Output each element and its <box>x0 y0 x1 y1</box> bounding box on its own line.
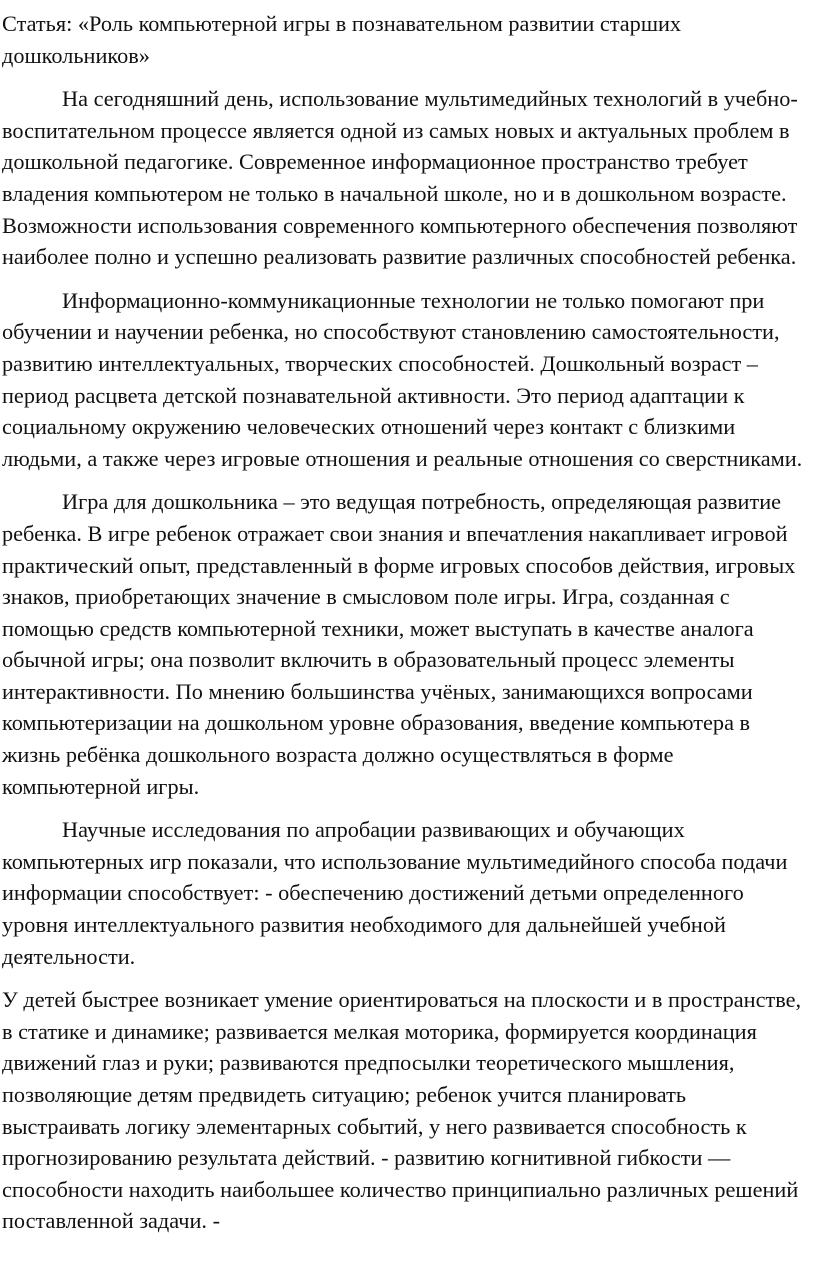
article-title: Статья: «Роль компьютерной игры в познавательном развитии старших дошкольников» <box>2 11 682 68</box>
paragraph-skills: У детей быстрее возникает умение ориентироваться на плоскости и в пространстве, в статике и динамике; развивается мелкая моторика, формируется координация движений глаз и руки; развиваются предпосылки теоретического мышления, позволяющие детям предвидеть ситуацию; ребенок учится планировать выстраивать логику элементарных событий, у него развивается способность к прогнозированию результата действий. - развитию когнитивной гибкости — способности находить наибольшее количество принципиально различных решений поставленной задачи. - <box>2 987 802 1234</box>
paragraph-ict: Информационно-коммуникационные технологии не только помогают при обучении и научении ребенка, но способствуют становлению самостоятельности, развитию интеллектуальных, творческих способностей. Дошкольный возраст – период расцвета детской познавательной активности. Это период адаптации к социальному окружению человеческих отношений через контакт с близкими людьми, а также через игровые отношения и реальные отношения со сверстниками. <box>2 287 803 471</box>
paragraph-research: Научные исследования по апробации развивающих и обучающих компьютерных игр показали, что использование мультимедийного способа подачи информации способствует: - обеспечению достижений детьми определенного уровня интеллектуального развития необходимого для дальнейшей учебной деятельности. <box>2 817 788 969</box>
paragraph-intro: На сегодняшний день, использование мультимедийных технологий в учебно-воспитательном процессе является одной из самых новых и актуальных проблем в дошкольной педагогике. Современное информационное пространство требует владения компьютером не только в начальной школе, но и в дошкольном возрасте. Возможности использования современного компьютерного обеспечения позволяют наиболее полно и успешно реализовать развитие различных способностей ребенка. <box>2 86 798 270</box>
paragraph-game: Игра для дошкольника – это ведущая потребность, определяющая развитие ребенка. В игре ребенок отражает свои знания и впечатления накапливает игровой практический опыт, представленный в форме игровых способов действия, игровых знаков, приобретающих значение в смысловом поле игры. Игра, созданная с помощью средств компьютерной техники, может выступать в качестве аналога обычной игры; она позволит включить в образовательный процесс элементы интерактивности. По мнению большинства учёных, занимающихся вопросами компьютеризации на дошкольном уровне образования, введение компьютера в жизнь ребёнка дошкольного возраста должно осуществляться в форме компьютерной игры. <box>2 489 796 799</box>
